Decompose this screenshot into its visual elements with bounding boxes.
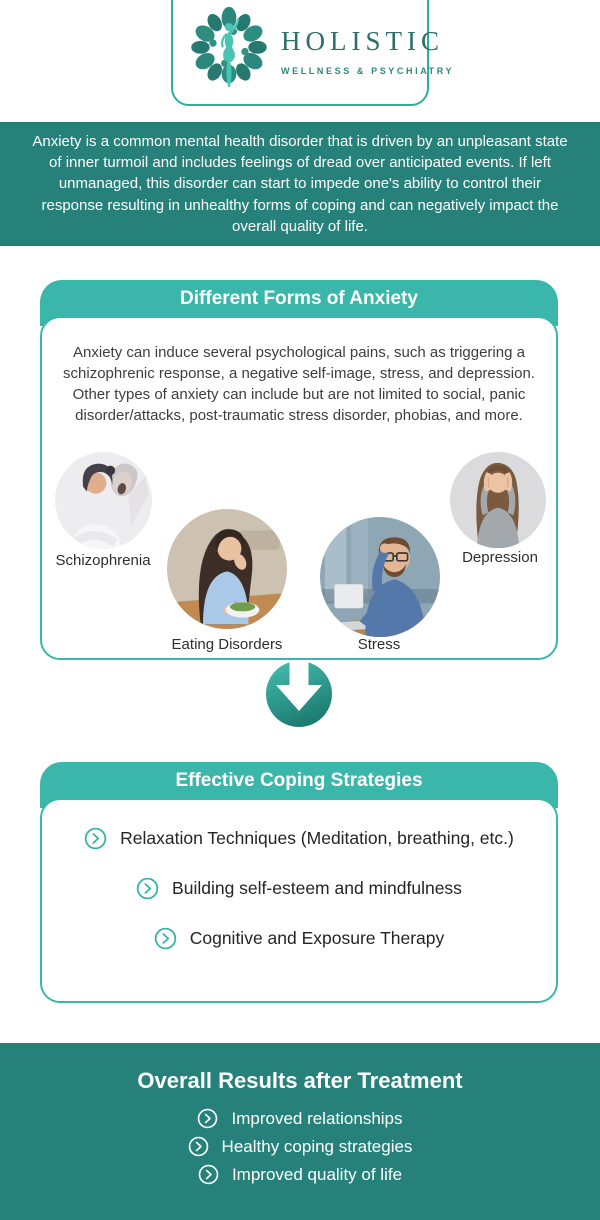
coping-item-text: Cognitive and Exposure Therapy [189, 928, 445, 948]
photo-label-stress: Stress [357, 636, 401, 653]
depression-photo [450, 452, 546, 548]
coping-item-text: Building self-esteem and mindfulness [172, 878, 462, 898]
intro-banner [0, 122, 600, 246]
forms-card-text: Anxiety can induce several psychological pains, such as triggering a schizophrenic response, a negative self-image, stress, and depression. Other types of anxiety can include but are not limited to social, panic disorder/attacks, post-traumatic stress disorder, phobias, and more. [63, 344, 535, 424]
results-item [198, 1164, 402, 1185]
eating-disorders-photo [167, 509, 287, 629]
coping-card-title: Effective Coping Strategies [40, 762, 558, 808]
chevron-right-circle-icon [198, 1164, 219, 1185]
forms-card [40, 280, 558, 660]
results-list [0, 1108, 600, 1185]
chevron-right-circle-icon [136, 877, 159, 900]
brand-name: HOLISTIC [281, 26, 444, 56]
schizophrenia-photo [55, 452, 152, 549]
results-section [0, 1043, 600, 1220]
logo-text [281, 26, 454, 76]
forms-card-body [40, 316, 558, 660]
results-item-text: Improved quality of life [231, 1164, 403, 1184]
chevron-right-circle-icon [84, 827, 107, 850]
down-arrow-icon [266, 660, 332, 727]
coping-item-text: Relaxation Techniques (Meditation, breathing, etc.) [120, 828, 514, 848]
flower-figure-logo-icon [183, 5, 275, 97]
coping-card-body [40, 798, 558, 1003]
results-item-text: Healthy coping strategies [221, 1136, 413, 1156]
chevron-right-circle-icon [188, 1136, 209, 1157]
forms-card-title: Different Forms of Anxiety [40, 280, 558, 326]
stress-photo [320, 517, 440, 637]
logo [171, 0, 455, 106]
results-item [197, 1108, 402, 1129]
brand-tagline: WELLNESS & PSYCHIATRY [281, 66, 455, 76]
photo-label-eating-disorders: Eating Disorders [171, 636, 283, 653]
photo-label-depression: Depression [462, 549, 538, 566]
chevron-right-circle-icon [197, 1108, 218, 1129]
chevron-right-circle-icon [154, 927, 177, 950]
results-item [188, 1136, 413, 1157]
header [0, 0, 600, 122]
coping-item [136, 877, 462, 900]
results-title: Overall Results after Treatment [137, 1068, 463, 1093]
photo-label-schizophrenia: Schizophrenia [55, 552, 151, 569]
coping-item [84, 827, 514, 850]
coping-item [154, 927, 445, 950]
intro-text: Anxiety is a common mental health disorder that is driven by an unpleasant state of inner turmoil and includes feelings of dread over anticipated events. If left unmanaged, this disorder can start to impede one's ability to control their response resulting in unhealthy forms of coping and can negatively impact the overall quality of life. [32, 132, 568, 235]
coping-card [40, 762, 558, 1003]
results-item-text: Improved relationships [231, 1108, 403, 1128]
